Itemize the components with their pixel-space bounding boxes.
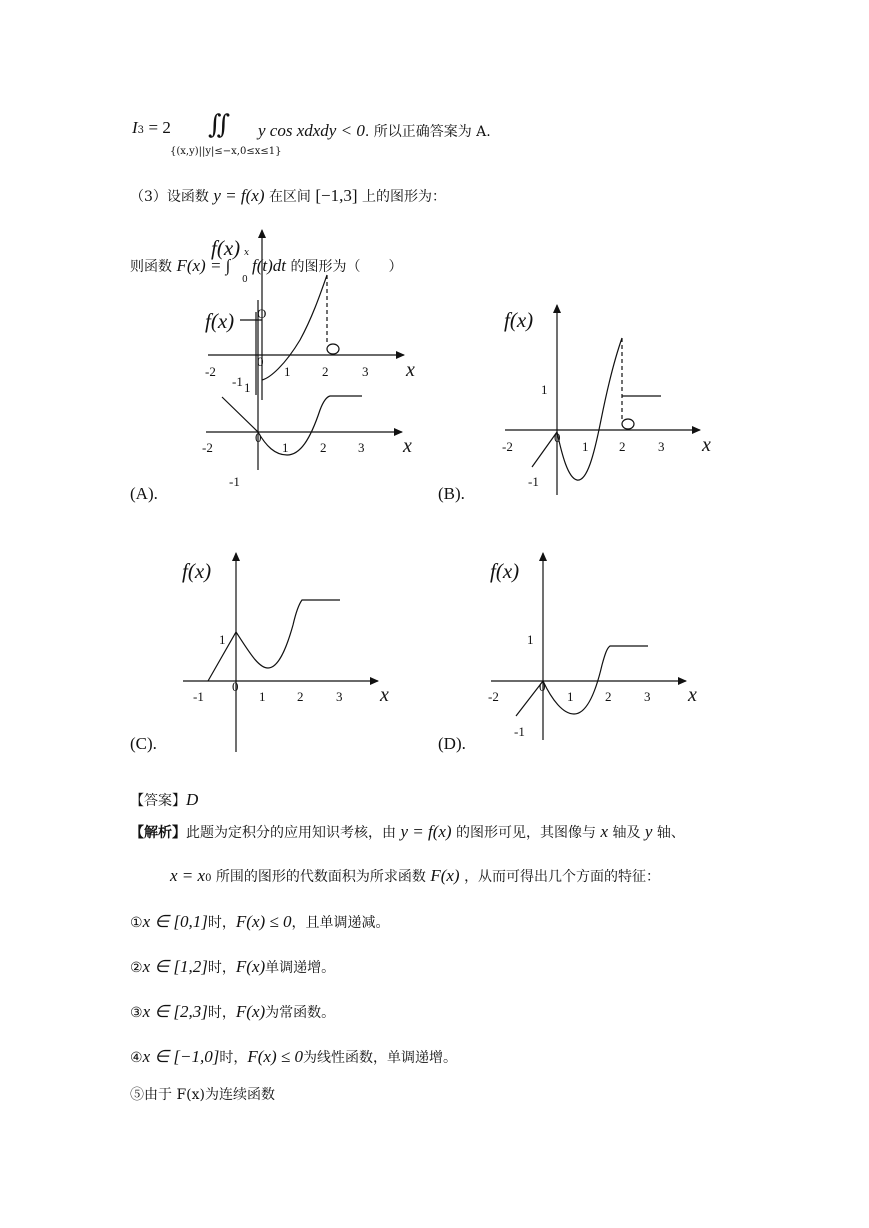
a-minus-one: -1 [229,474,240,489]
feature-1-when: 时， [207,915,236,931]
given-x-label: x [406,359,415,381]
feature-2-desc: 单调递增。 [265,960,336,976]
feature-2-fx: F(x) [235,957,266,976]
d-zero: 0 [539,679,546,694]
feature-1-fx: F(x) ≤ 0 [235,912,292,931]
option-b-graph [505,305,700,495]
q3-prefix: （3）设函数 [130,189,209,205]
b-tick-2: 2 [619,439,626,454]
a-tick-1: 1 [282,440,289,455]
given-integrand-text: f(t)dt [252,256,286,275]
option-a-label[interactable]: (A). [130,484,158,503]
feature-1-set: x ∈ [0,1] [142,912,208,931]
analysis-eq: x = x [170,866,206,885]
given-zero: 0 [257,354,264,369]
integral-region: {(x,y)||y|≤−x,0≤x≤1} [170,146,282,157]
b-fx-label: f(x) [504,308,534,332]
b-minus-one: -1 [528,474,539,489]
analysis-x: x [600,822,609,841]
analysis-line-2 [170,866,660,886]
feature-3-when: 时， [207,1005,236,1021]
feature-4-fx: F(x) ≤ 0 [247,1047,303,1066]
option-c-graph [183,553,378,752]
feature-4 [130,1047,457,1067]
formula-lhs: I [132,118,138,137]
feature-1-desc: ，且单调递减。 [291,915,390,931]
given-curve [262,275,327,380]
analysis-F: F(x) [430,866,460,885]
b-open-point [622,419,634,429]
feature-3 [130,1002,335,1022]
a-tick-3: 3 [358,440,365,455]
given-func: F(x) = ∫ [176,256,231,275]
given-tick-1: 1 [284,364,291,379]
given-o-label: O [257,306,267,321]
feature-5: ⑤由于 F(x)为连续函数 [130,1087,275,1103]
b-curve [532,338,622,480]
given-one: 1 [244,380,251,395]
d-tick-1: 1 [567,689,574,704]
given-lower: 0 [242,275,248,285]
analysis-line2-text: 所围的图形的代数面积为所求函数 [215,869,426,885]
q3-suffix: 上的图形为： [362,189,447,205]
feature-1 [130,912,390,932]
feature-4-num: ④ [130,1050,143,1066]
feature-3-num: ③ [130,1005,143,1021]
feature-4-when: 时， [219,1050,248,1066]
analysis-text4: 轴、 [656,825,685,841]
b-zero: 0 [554,430,561,445]
answer-value: D [186,790,199,809]
given-tick-3: 3 [362,364,369,379]
answer-line [130,790,198,810]
c-one: 1 [219,632,226,647]
d-tick-m2: -2 [488,689,499,704]
feature-1-num: ① [130,915,143,931]
feature-2-num: ② [130,960,143,976]
given-upper: x [244,248,250,258]
given-open-point [327,344,339,354]
b-one: 1 [541,382,548,397]
feature-4-set: x ∈ [−1,0] [142,1047,220,1066]
a-x-label: x [403,435,412,457]
a-tick-2: 2 [320,440,327,455]
a-zero: 0 [255,430,262,445]
analysis-line2-tail: ，从而可得出几个方面的特征： [464,869,661,885]
analysis-text2: 的图形可见，其图像与 [456,825,597,841]
feature-2-set: x ∈ [1,2] [142,957,208,976]
answer-label: 【答案】 [130,793,186,809]
d-tick-2: 2 [605,689,612,704]
c-zero: 0 [232,679,239,694]
q3-mid: 在区间 [268,189,311,205]
formula-eq: = 2 [148,118,171,137]
b-tick-3: 3 [658,439,665,454]
analysis-label: 【解析】 [130,825,186,841]
feature-4-desc: 为线性函数，单调递增。 [302,1050,457,1066]
a-tick-m2: -2 [202,440,213,455]
q3-func: y = f(x) [213,186,265,205]
analysis-text3: 轴及 [612,825,641,841]
c-tick-1: 1 [259,689,266,704]
analysis-line-1 [130,822,685,842]
given-tick-m2: -2 [205,364,216,379]
q3-interval: [−1,3] [315,186,358,205]
d-fx-label: f(x) [490,559,520,583]
formula-lhs-sub: 3 [137,125,145,136]
a-curve [222,396,362,455]
b-tick-m2: -2 [502,439,513,454]
c-fx-label: f(x) [182,559,212,583]
double-integral: ∬ [208,110,231,140]
given-intro: 则函数 [130,259,172,275]
feature-3-fx: F(x) [235,1002,266,1021]
option-b-label[interactable]: (B). [438,484,465,503]
analysis-func: y = f(x) [400,822,452,841]
option-c-label[interactable]: (C). [130,734,157,753]
feature-3-set: x ∈ [2,3] [142,1002,208,1021]
c-tick-m1: -1 [193,689,204,704]
b-tick-1: 1 [582,439,589,454]
given-fx-label-2: f(x) [205,309,235,333]
feature-3-desc: 为常函数。 [265,1005,336,1021]
formula-tail: . 所以正确答案为 A. [364,124,491,140]
c-tick-3: 3 [336,689,343,704]
given-minus-one: -1 [232,374,243,389]
feature-2 [130,957,335,977]
d-one: 1 [527,632,534,647]
option-d-label[interactable]: (D). [438,734,466,753]
analysis-eq-sub: 0 [205,873,212,884]
option-d-graph [491,553,686,740]
d-minus-one: -1 [514,724,525,739]
analysis-text1: 此题为定积分的应用知识考核，由 [186,825,396,841]
c-tick-2: 2 [297,689,304,704]
d-x-label: x [688,684,697,706]
analysis-y: y [644,822,653,841]
d-tick-3: 3 [644,689,651,704]
given-fx-label: f(x) [211,236,241,260]
c-x-label: x [380,684,389,706]
given-suffix: 的图形为（ ） [290,259,403,275]
c-curve [208,600,340,681]
feature-2-when: 时， [207,960,236,976]
integrand-text: y cos xdxdy < 0 [258,121,365,140]
b-x-label: x [702,434,711,456]
given-tick-2: 2 [322,364,329,379]
